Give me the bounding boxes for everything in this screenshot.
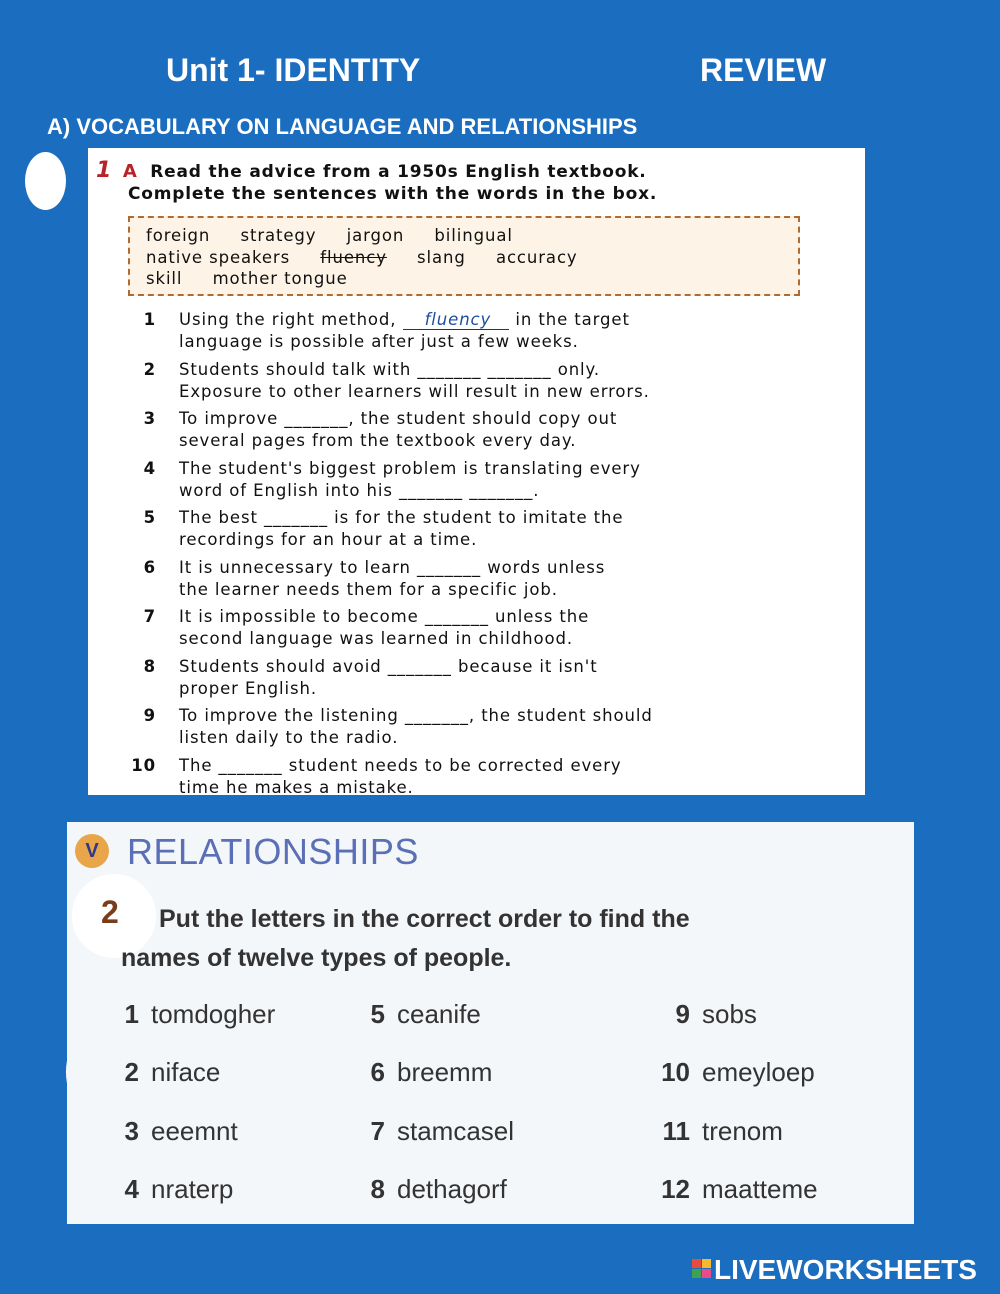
- review-title: REVIEW: [700, 52, 827, 88]
- question-line-1: It is impossible to become _______ unless the: [179, 607, 590, 626]
- exercise-2-number: 2: [101, 894, 119, 930]
- item-number: 6: [370, 1057, 385, 1087]
- item-number: 9: [675, 999, 690, 1029]
- question-7: [116, 606, 865, 650]
- question-8: [116, 656, 865, 700]
- word-skill: skill: [146, 269, 183, 288]
- item-number: 5: [370, 999, 385, 1029]
- item-number: 12: [661, 1174, 690, 1204]
- item-word: tomdogher: [151, 999, 276, 1029]
- anagram-item: [121, 1057, 220, 1088]
- question-line-2: several pages from the textbook every day.: [179, 431, 577, 450]
- instruction-line-1: Put the letters in the correct order to find the: [159, 905, 690, 933]
- anagram-item: [121, 1174, 233, 1205]
- word-box-row-2: [146, 247, 782, 269]
- question-line-1: It is unnecessary to learn _______ words unless: [179, 558, 606, 577]
- liveworksheets-brand[interactable]: [692, 1254, 977, 1286]
- relationships-title: RELATIONSHIPS: [127, 831, 419, 872]
- item-word: nraterp: [151, 1174, 234, 1204]
- item-number: 10: [661, 1057, 690, 1087]
- item-word: maatteme: [702, 1174, 818, 1204]
- word-jargon: jargon: [346, 226, 405, 245]
- item-word: dethagorf: [397, 1174, 507, 1204]
- question-10: [116, 755, 865, 795]
- question-line-1: Students should talk with _______ _______ only.: [179, 360, 601, 379]
- anagram-item: [363, 1116, 514, 1147]
- item-number: 3: [124, 1116, 139, 1146]
- question-line-1: The _______ student needs to be corrected every: [179, 756, 622, 775]
- question-line-2: recordings for an hour at a time.: [179, 530, 478, 549]
- instruction-line-2: names of twelve types of people.: [121, 944, 512, 972]
- question-3: [116, 408, 865, 452]
- word-box: [128, 216, 800, 296]
- question-line-1: The student's biggest problem is translating every: [179, 459, 641, 478]
- question-9: [116, 705, 865, 749]
- exercise-1-panel: [88, 148, 865, 795]
- unit-title: Unit 1- IDENTITY: [166, 52, 421, 88]
- exercise-2-panel: [67, 822, 914, 1224]
- question-number: 8: [143, 657, 156, 676]
- item-word: emeyloep: [702, 1057, 815, 1087]
- item-word: sobs: [702, 999, 757, 1029]
- item-word: breemm: [397, 1057, 493, 1087]
- anagram-item: [650, 999, 757, 1030]
- instruction-line-1: Read the advice from a 1950s English textbook.: [150, 162, 647, 182]
- item-number: 4: [124, 1174, 139, 1204]
- question-line-2: language is possible after just a few weeks.: [179, 332, 579, 351]
- word-box-row-1: [146, 225, 782, 247]
- question-number: 10: [131, 756, 156, 775]
- question-text-part: Using the right method,: [179, 310, 397, 329]
- answer-marker-1[interactable]: [25, 152, 66, 210]
- question-number: 6: [143, 558, 156, 577]
- question-line-1: The best _______ is for the student to imitate the: [179, 508, 624, 527]
- question-number: 5: [143, 508, 156, 527]
- question-number: 1: [143, 310, 156, 329]
- question-line-2: proper English.: [179, 679, 317, 698]
- question-line-2: time he makes a mistake.: [179, 778, 414, 795]
- word-fluency: fluency: [320, 247, 387, 267]
- exercise-1-number: 1: [96, 158, 113, 183]
- exercise-1-instruction: [96, 160, 657, 205]
- question-number: 7: [143, 607, 156, 626]
- exercise-1-sub: A: [122, 161, 138, 182]
- word-strategy: strategy: [240, 226, 317, 245]
- question-line-2: listen daily to the radio.: [179, 728, 399, 747]
- word-native-speakers: native speakers: [146, 247, 291, 267]
- word-mother-tongue: mother tongue: [212, 269, 348, 288]
- item-number: 7: [370, 1116, 385, 1146]
- question-number: 9: [143, 706, 156, 725]
- question-line-1: Students should avoid _______ because it isn't: [179, 657, 598, 676]
- anagram-item: [650, 1174, 818, 1205]
- question-number: 4: [143, 459, 156, 478]
- item-number: 1: [124, 999, 139, 1029]
- question-2: [116, 359, 865, 403]
- question-line-2: Exposure to other learners will result in new errors.: [179, 382, 650, 401]
- question-line-1: To improve _______, the student should copy out: [179, 409, 618, 428]
- liveworksheets-logo-icon: [692, 1259, 712, 1279]
- anagram-item: [650, 1116, 783, 1147]
- item-word: trenom: [702, 1116, 783, 1146]
- anagram-item: [121, 999, 275, 1030]
- brand-text: LIVEWORKSHEETS: [714, 1254, 977, 1285]
- exercise-2-instruction: [121, 900, 881, 978]
- word-box-row-3: [146, 268, 782, 290]
- section-a-heading: A) VOCABULARY ON LANGUAGE AND RELATIONSHIPS: [47, 114, 638, 139]
- anagram-item: [363, 1057, 492, 1088]
- word-foreign: foreign: [146, 226, 211, 245]
- item-word: niface: [151, 1057, 221, 1087]
- question-5: [116, 507, 865, 551]
- anagram-item: [363, 1174, 507, 1205]
- question-line-2: second language was learned in childhood.: [179, 629, 573, 648]
- question-number: 2: [143, 360, 156, 379]
- instruction-line-2: Complete the sentences with the words in the box.: [128, 184, 658, 204]
- item-word: ceanife: [397, 999, 481, 1029]
- word-accuracy: accuracy: [495, 247, 578, 267]
- question-line-2: word of English into his _______ _______.: [179, 481, 540, 500]
- item-number: 8: [370, 1174, 385, 1204]
- question-number: 3: [143, 409, 156, 428]
- question-6: [116, 557, 865, 601]
- item-number: 2: [124, 1057, 139, 1087]
- word-bilingual: bilingual: [434, 226, 513, 245]
- question-text-part: in the target: [515, 310, 630, 329]
- item-word: eeemnt: [151, 1116, 238, 1146]
- question-1: [116, 309, 865, 353]
- question-line-1: [179, 309, 865, 331]
- item-number: 11: [662, 1116, 690, 1146]
- word-slang: slang: [417, 247, 466, 267]
- question-line-1: To improve the listening _______, the student should: [179, 706, 653, 725]
- example-answer: fluency: [403, 310, 510, 330]
- anagram-item: [650, 1057, 815, 1088]
- item-word: stamcasel: [397, 1116, 515, 1146]
- question-line-2: the learner needs them for a specific job.: [179, 580, 558, 599]
- anagram-item: [121, 1116, 238, 1147]
- question-4: [116, 458, 865, 502]
- anagram-item: [363, 999, 481, 1030]
- vocabulary-badge-icon: V: [75, 834, 109, 868]
